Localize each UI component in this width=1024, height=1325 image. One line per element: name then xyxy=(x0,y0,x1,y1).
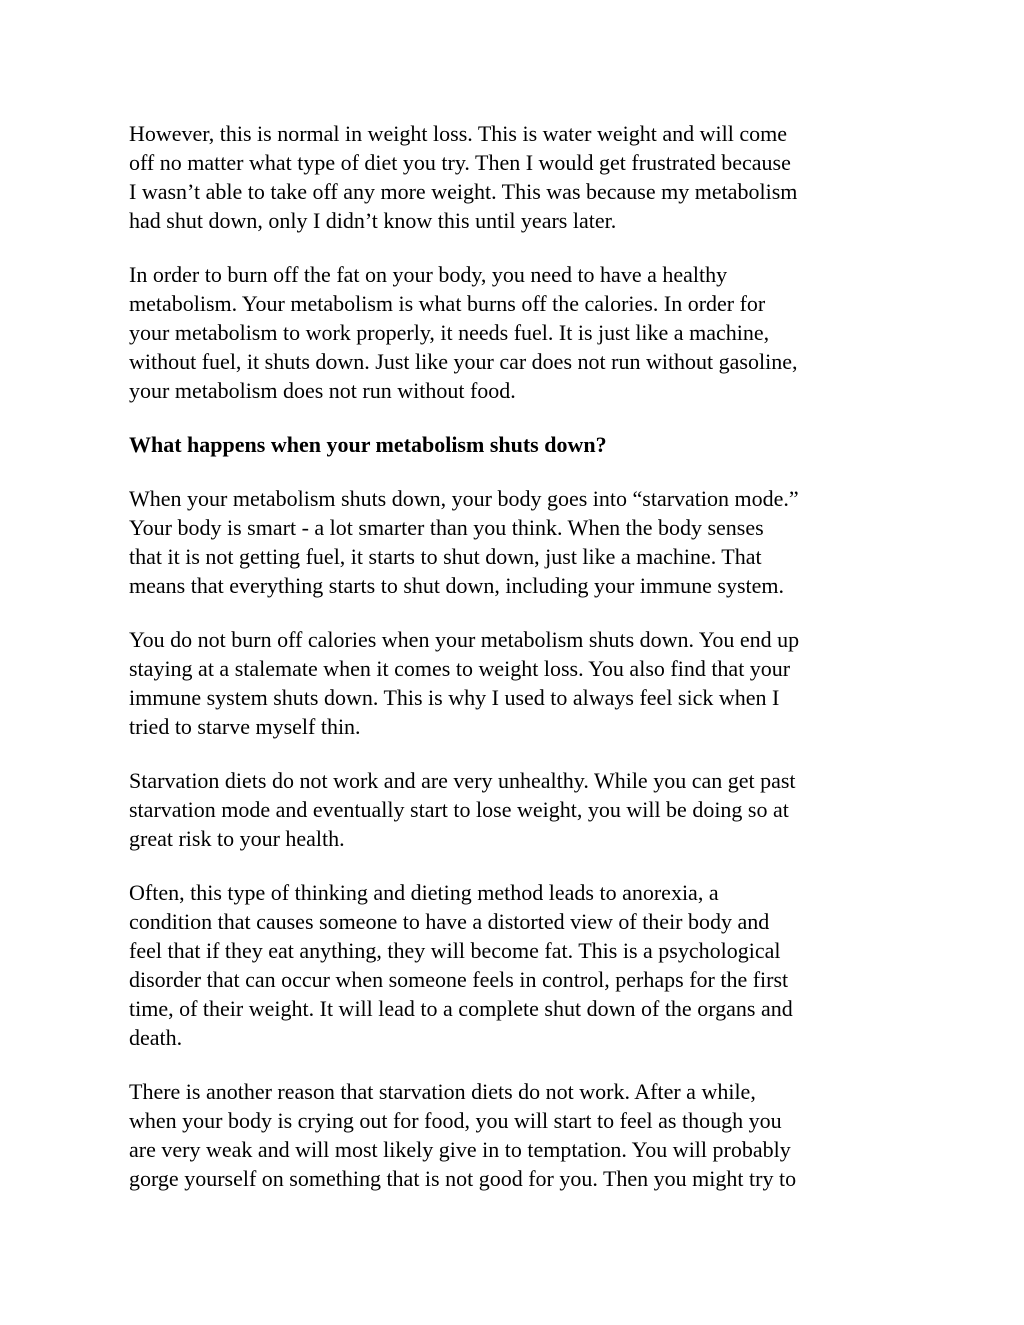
paragraph xyxy=(129,484,901,600)
text-line: When your metabolism shuts down, your body goes into “starvation mode.” xyxy=(129,486,799,511)
text-line: Often, this type of thinking and dieting method leads to anorexia, a xyxy=(129,880,719,905)
text-line: great risk to your health. xyxy=(129,826,345,851)
text-line: immune system shuts down. This is why I used to always feel sick when I xyxy=(129,685,780,710)
text-line: tried to starve myself thin. xyxy=(129,714,361,739)
text-line: Your body is smart - a lot smarter than you think. When the body senses xyxy=(129,515,764,540)
text-line: had shut down, only I didn’t know this until years later. xyxy=(129,208,617,233)
text-line: means that everything starts to shut down, including your immune system. xyxy=(129,573,785,598)
text-line: your metabolism to work properly, it needs fuel. It is just like a machine, xyxy=(129,320,770,345)
text-line: Starvation diets do not work and are very unhealthy. While you can get past xyxy=(129,768,796,793)
paragraph xyxy=(129,260,901,405)
text-line: staying at a stalemate when it comes to weight loss. You also find that your xyxy=(129,656,791,681)
text-line: condition that causes someone to have a distorted view of their body and xyxy=(129,909,770,934)
paragraph xyxy=(129,1077,901,1193)
paragraph xyxy=(129,625,901,741)
text-line: that it is not getting fuel, it starts to shut down, just like a machine. That xyxy=(129,544,762,569)
text-line: time, of their weight. It will lead to a complete shut down of the organs and xyxy=(129,996,793,1021)
text-line: off no matter what type of diet you try. Then I would get frustrated because xyxy=(129,150,791,175)
text-line: In order to burn off the fat on your body, you need to have a healthy xyxy=(129,262,728,287)
section-heading xyxy=(129,430,901,459)
text-line: metabolism. Your metabolism is what burns off the calories. In order for xyxy=(129,291,766,316)
paragraph xyxy=(129,119,901,235)
paragraph xyxy=(129,766,901,853)
text-line: disorder that can occur when someone feels in control, perhaps for the first xyxy=(129,967,789,992)
text-line: death. xyxy=(129,1025,183,1050)
text-line: gorge yourself on something that is not good for you. Then you might try to xyxy=(129,1166,797,1191)
text-line: I wasn’t able to take off any more weight. This was because my metabolism xyxy=(129,179,798,204)
text-line: are very weak and will most likely give in to temptation. You will probably xyxy=(129,1137,791,1162)
paragraph xyxy=(129,878,901,1052)
text-line: when your body is crying out for food, you will start to feel as though you xyxy=(129,1108,782,1133)
text-line: You do not burn off calories when your metabolism shuts down. You end up xyxy=(129,627,800,652)
heading-text: What happens when your metabolism shuts down? xyxy=(129,432,607,457)
text-line: without fuel, it shuts down. Just like your car does not run without gasoline, xyxy=(129,349,798,374)
text-line: There is another reason that starvation diets do not work. After a while, xyxy=(129,1079,756,1104)
text-line: feel that if they eat anything, they will become fat. This is a psychological xyxy=(129,938,781,963)
document-page xyxy=(129,119,901,1218)
text-line: your metabolism does not run without food. xyxy=(129,378,516,403)
text-line: starvation mode and eventually start to lose weight, you will be doing so at xyxy=(129,797,789,822)
text-line: However, this is normal in weight loss. This is water weight and will come xyxy=(129,121,788,146)
